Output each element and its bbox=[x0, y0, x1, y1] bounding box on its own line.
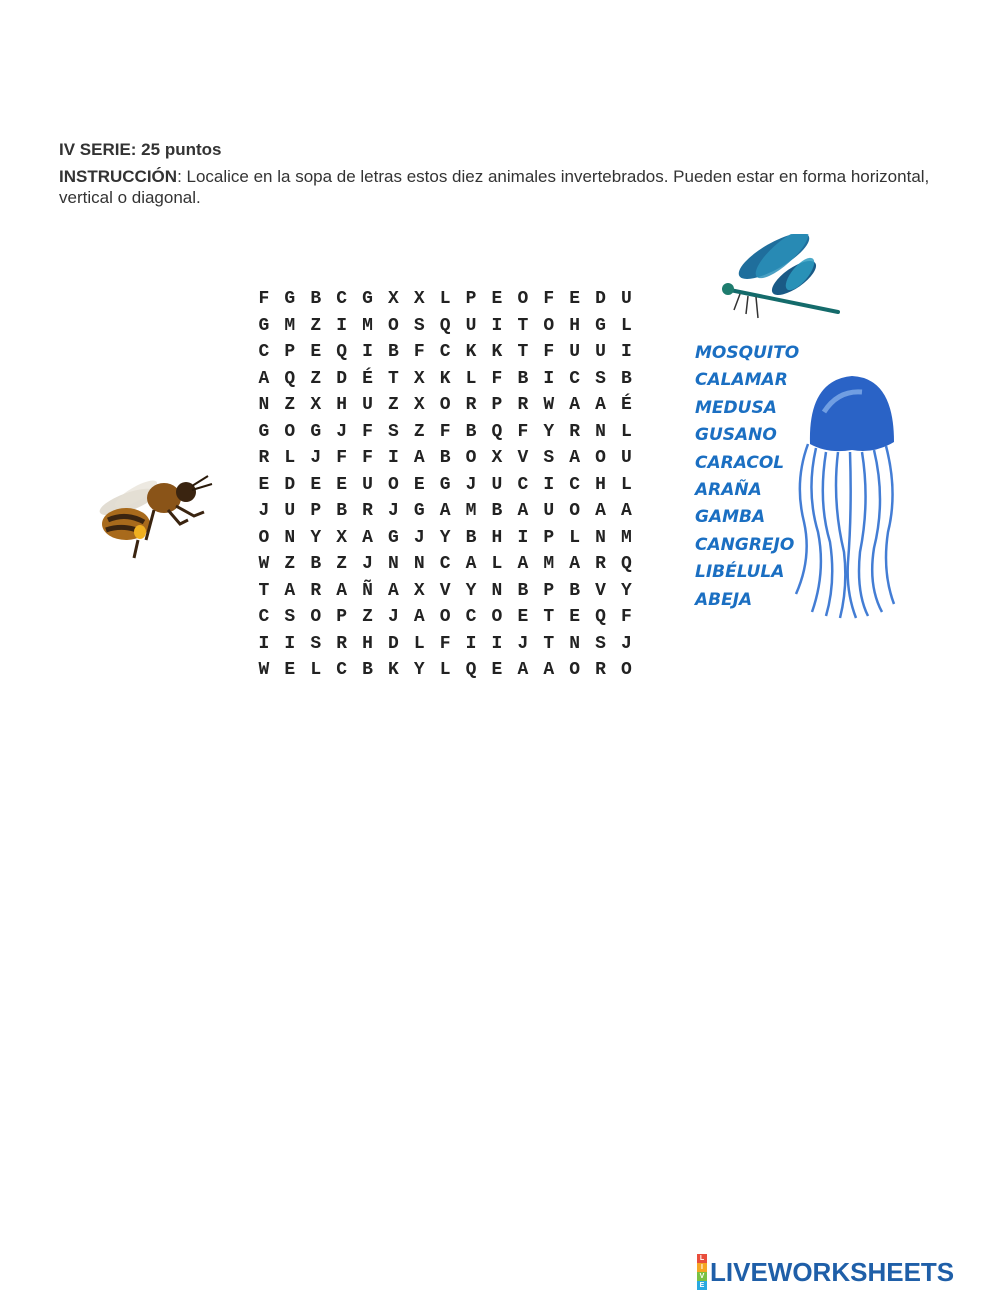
grid-cell[interactable]: B bbox=[465, 527, 477, 548]
grid-cell[interactable]: V bbox=[595, 580, 606, 601]
grid-cell[interactable]: B bbox=[517, 368, 529, 389]
grid-cell[interactable]: X bbox=[413, 368, 425, 389]
grid-cell[interactable]: R bbox=[258, 448, 270, 468]
grid-cell[interactable]: Q bbox=[491, 421, 503, 442]
grid-cell[interactable]: F bbox=[517, 421, 529, 442]
grid-cell[interactable]: É bbox=[621, 395, 632, 415]
grid-cell[interactable]: W bbox=[543, 395, 555, 415]
grid-cell[interactable]: O bbox=[284, 421, 296, 442]
grid-cell[interactable]: C bbox=[517, 474, 529, 495]
grid-cell[interactable]: Z bbox=[362, 607, 373, 627]
grid-cell[interactable]: X bbox=[491, 448, 503, 468]
grid-row bbox=[251, 286, 639, 313]
grid-cell[interactable]: K bbox=[439, 368, 451, 389]
grid-cell[interactable]: M bbox=[621, 527, 632, 548]
grid-cell[interactable]: E bbox=[491, 660, 503, 680]
grid-cell[interactable]: L bbox=[569, 527, 581, 548]
grid-cell[interactable]: J bbox=[258, 501, 270, 521]
grid-cell[interactable]: U bbox=[621, 289, 632, 309]
grid-cell[interactable]: X bbox=[413, 289, 425, 309]
word-list-item: LIBÉLULA bbox=[695, 562, 785, 583]
grid-cell[interactable]: L bbox=[491, 554, 503, 574]
instruction-text: : Localice en la sopa de letras estos diez animales invertebrados. Pueden estar en forma horizontal, vertical o diagonal. bbox=[59, 167, 930, 207]
grid-cell[interactable]: Y bbox=[465, 580, 477, 601]
grid-cell[interactable]: A bbox=[362, 527, 373, 548]
grid-cell[interactable]: A bbox=[465, 554, 477, 574]
grid-cell[interactable]: A bbox=[543, 660, 555, 680]
grid-cell[interactable]: Z bbox=[336, 554, 348, 574]
grid-cell[interactable]: A bbox=[621, 501, 632, 521]
grid-cell[interactable]: F bbox=[621, 607, 632, 627]
grid-cell[interactable]: R bbox=[517, 395, 529, 415]
grid-cell[interactable]: U bbox=[595, 342, 606, 362]
grid-cell[interactable]: I bbox=[491, 633, 503, 654]
grid-cell[interactable]: O bbox=[439, 607, 451, 627]
grid-cell[interactable]: A bbox=[517, 501, 529, 521]
grid-cell[interactable]: G bbox=[310, 421, 322, 442]
grid-cell[interactable]: S bbox=[387, 421, 399, 442]
grid-cell[interactable]: O bbox=[439, 395, 451, 415]
grid-cell[interactable]: Y bbox=[543, 421, 555, 442]
grid-cell[interactable]: M bbox=[362, 315, 373, 336]
grid-cell[interactable]: D bbox=[336, 368, 348, 389]
grid-cell[interactable]: G bbox=[439, 474, 451, 495]
grid-cell[interactable]: U bbox=[569, 342, 581, 362]
grid-cell[interactable]: U bbox=[491, 474, 503, 495]
grid-cell[interactable]: K bbox=[387, 660, 399, 680]
grid-cell[interactable]: Z bbox=[284, 554, 296, 574]
grid-cell[interactable]: B bbox=[491, 501, 503, 521]
grid-cell[interactable]: L bbox=[310, 660, 322, 680]
grid-cell[interactable]: I bbox=[517, 527, 529, 548]
grid-cell[interactable]: J bbox=[387, 501, 399, 521]
grid-row bbox=[251, 498, 639, 525]
grid-cell[interactable]: S bbox=[413, 315, 425, 336]
grid-row bbox=[251, 366, 639, 393]
brand-name: LIVEWORKSHEETS bbox=[710, 1256, 955, 1287]
grid-cell[interactable]: S bbox=[310, 633, 322, 654]
instructions-header bbox=[59, 140, 939, 208]
grid-cell[interactable]: H bbox=[362, 633, 373, 654]
grid-cell[interactable]: N bbox=[284, 527, 296, 548]
grid-cell[interactable]: A bbox=[413, 448, 425, 468]
grid-cell[interactable]: O bbox=[595, 448, 606, 468]
grid-cell[interactable]: B bbox=[362, 660, 373, 680]
word-list-item: CALAMAR bbox=[695, 370, 788, 391]
grid-cell[interactable]: R bbox=[362, 501, 373, 521]
grid-cell[interactable]: X bbox=[310, 395, 322, 415]
word-list-item: ARAÑA bbox=[695, 479, 762, 500]
grid-cell[interactable]: U bbox=[284, 501, 296, 521]
grid-cell[interactable]: Q bbox=[465, 660, 477, 680]
grid-cell[interactable]: R bbox=[336, 633, 348, 654]
grid-cell[interactable]: O bbox=[465, 448, 477, 468]
grid-cell[interactable]: B bbox=[439, 448, 451, 468]
grid-cell[interactable]: L bbox=[621, 315, 632, 336]
grid-cell[interactable]: G bbox=[258, 421, 270, 442]
grid-row bbox=[251, 313, 639, 340]
grid-cell[interactable]: F bbox=[413, 342, 425, 362]
grid-cell[interactable]: J bbox=[362, 554, 373, 574]
word-list-item: CANGREJO bbox=[695, 534, 795, 555]
grid-cell[interactable]: L bbox=[284, 448, 296, 468]
grid-cell[interactable]: P bbox=[543, 580, 555, 601]
grid-cell[interactable]: P bbox=[491, 395, 503, 415]
grid-cell[interactable]: B bbox=[621, 368, 632, 389]
grid-cell[interactable]: Y bbox=[413, 660, 425, 680]
grid-row bbox=[251, 339, 639, 366]
grid-cell[interactable]: A bbox=[595, 501, 606, 521]
grid-cell[interactable]: G bbox=[258, 315, 270, 336]
liveworksheets-logo-icon: L I V E bbox=[697, 1254, 707, 1290]
footer-brand bbox=[697, 1254, 954, 1290]
grid-cell[interactable]: E bbox=[336, 474, 348, 495]
grid-cell[interactable]: V bbox=[439, 580, 451, 601]
grid-cell[interactable]: C bbox=[336, 660, 348, 680]
grid-cell[interactable]: R bbox=[465, 395, 477, 415]
grid-cell[interactable]: F bbox=[362, 421, 373, 442]
grid-cell[interactable]: T bbox=[543, 633, 555, 654]
grid-cell[interactable]: J bbox=[387, 607, 399, 627]
grid-cell[interactable]: D bbox=[595, 289, 606, 309]
grid-cell[interactable]: I bbox=[284, 633, 296, 654]
grid-cell[interactable]: G bbox=[387, 527, 399, 548]
grid-cell[interactable]: G bbox=[362, 289, 373, 309]
grid-cell[interactable]: J bbox=[336, 421, 348, 442]
grid-cell[interactable]: N bbox=[387, 554, 399, 574]
grid-cell[interactable]: C bbox=[439, 342, 451, 362]
grid-cell[interactable]: W bbox=[258, 660, 270, 680]
grid-cell[interactable]: P bbox=[465, 289, 477, 309]
grid-cell[interactable]: A bbox=[595, 395, 606, 415]
grid-cell[interactable]: Q bbox=[284, 368, 296, 389]
instruction-label: INSTRUCCIÓN bbox=[59, 167, 178, 186]
grid-cell[interactable]: O bbox=[517, 289, 529, 309]
grid-cell[interactable]: L bbox=[621, 474, 632, 495]
grid-cell[interactable]: A bbox=[569, 554, 581, 574]
grid-cell[interactable]: X bbox=[413, 580, 425, 601]
grid-cell[interactable]: M bbox=[465, 501, 477, 521]
grid-cell[interactable]: E bbox=[491, 289, 503, 309]
grid-cell[interactable]: U bbox=[465, 315, 477, 336]
grid-cell[interactable]: Z bbox=[310, 315, 322, 336]
grid-cell[interactable]: F bbox=[439, 633, 451, 654]
grid-cell[interactable]: L bbox=[621, 421, 632, 442]
grid-row bbox=[251, 631, 639, 658]
grid-cell[interactable]: L bbox=[413, 633, 425, 654]
section-title: IV SERIE: 25 puntos bbox=[59, 140, 222, 159]
grid-cell[interactable]: C bbox=[258, 607, 270, 627]
grid-cell[interactable]: F bbox=[439, 421, 451, 442]
instruction-paragraph bbox=[59, 166, 939, 208]
grid-cell[interactable]: B bbox=[517, 580, 529, 601]
grid-cell[interactable]: O bbox=[258, 527, 270, 548]
grid-cell[interactable]: A bbox=[387, 580, 399, 601]
grid-cell[interactable]: G bbox=[595, 315, 606, 336]
grid-cell[interactable]: O bbox=[310, 607, 322, 627]
grid-cell[interactable]: B bbox=[387, 342, 399, 362]
dragonfly-illustration bbox=[712, 234, 842, 330]
grid-row bbox=[251, 578, 639, 605]
grid-cell[interactable]: O bbox=[569, 660, 581, 680]
grid-cell[interactable]: V bbox=[517, 448, 529, 468]
grid-cell[interactable]: E bbox=[517, 607, 529, 627]
grid-cell[interactable]: R bbox=[595, 660, 606, 680]
grid-cell[interactable]: D bbox=[284, 474, 296, 495]
grid-cell[interactable]: Ñ bbox=[362, 580, 373, 601]
grid-cell[interactable]: U bbox=[362, 395, 373, 415]
grid-cell[interactable]: G bbox=[284, 289, 296, 309]
grid-cell[interactable]: É bbox=[362, 368, 373, 389]
grid-cell[interactable]: K bbox=[491, 342, 503, 362]
grid-cell[interactable]: Z bbox=[284, 395, 296, 415]
grid-cell[interactable]: S bbox=[284, 607, 296, 627]
grid-cell[interactable]: O bbox=[621, 660, 632, 680]
grid-cell[interactable]: O bbox=[569, 501, 581, 521]
grid-cell[interactable]: P bbox=[284, 342, 296, 362]
grid-row bbox=[251, 419, 639, 446]
grid-cell[interactable]: A bbox=[517, 554, 529, 574]
grid-cell[interactable]: H bbox=[595, 474, 606, 495]
grid-row bbox=[251, 657, 639, 684]
grid-cell[interactable]: S bbox=[595, 633, 606, 654]
grid-cell[interactable]: A bbox=[569, 448, 581, 468]
grid-cell[interactable]: W bbox=[258, 554, 270, 574]
grid-cell[interactable]: F bbox=[543, 289, 555, 309]
grid-cell[interactable]: C bbox=[439, 554, 451, 574]
grid-cell[interactable]: Z bbox=[413, 421, 425, 442]
grid-cell[interactable]: X bbox=[413, 395, 425, 415]
grid-cell[interactable]: Z bbox=[387, 395, 399, 415]
grid-cell[interactable]: I bbox=[543, 368, 555, 389]
grid-cell[interactable]: N bbox=[258, 395, 270, 415]
grid-cell[interactable]: T bbox=[387, 368, 399, 389]
grid-cell[interactable]: J bbox=[465, 474, 477, 495]
grid-cell[interactable]: O bbox=[387, 474, 399, 495]
grid-cell[interactable]: I bbox=[258, 633, 270, 654]
grid-row bbox=[251, 472, 639, 499]
grid-cell[interactable]: I bbox=[621, 342, 632, 362]
grid-cell[interactable]: I bbox=[465, 633, 477, 654]
jellyfish-illustration bbox=[790, 372, 902, 620]
grid-cell[interactable]: R bbox=[595, 554, 606, 574]
grid-cell[interactable]: E bbox=[284, 660, 296, 680]
grid-cell[interactable]: N bbox=[413, 554, 425, 574]
grid-row bbox=[251, 551, 639, 578]
grid-cell[interactable]: A bbox=[517, 660, 529, 680]
grid-cell[interactable]: O bbox=[387, 315, 399, 336]
grid-cell[interactable]: B bbox=[310, 289, 322, 309]
grid-cell[interactable]: F bbox=[258, 289, 270, 309]
grid-cell[interactable]: H bbox=[569, 315, 581, 336]
grid-cell[interactable]: P bbox=[310, 501, 322, 521]
grid-cell[interactable]: S bbox=[543, 448, 555, 468]
grid-cell[interactable]: F bbox=[362, 448, 373, 468]
grid-cell[interactable]: B bbox=[569, 580, 581, 601]
grid-cell[interactable]: C bbox=[569, 368, 581, 389]
grid-cell[interactable]: C bbox=[569, 474, 581, 495]
grid-cell[interactable]: G bbox=[413, 501, 425, 521]
grid-cell[interactable]: J bbox=[413, 527, 425, 548]
grid-cell[interactable]: H bbox=[336, 395, 348, 415]
grid-cell[interactable]: Y bbox=[439, 527, 451, 548]
grid-cell[interactable]: H bbox=[491, 527, 503, 548]
grid-cell[interactable]: E bbox=[310, 474, 322, 495]
grid-cell[interactable]: R bbox=[310, 580, 322, 601]
grid-cell[interactable]: C bbox=[336, 289, 348, 309]
grid-cell[interactable]: I bbox=[362, 342, 373, 362]
grid-cell[interactable]: T bbox=[543, 607, 555, 627]
grid-cell[interactable]: L bbox=[465, 368, 477, 389]
grid-cell[interactable]: D bbox=[387, 633, 399, 654]
grid-cell[interactable]: T bbox=[258, 580, 270, 601]
grid-cell[interactable]: Q bbox=[439, 315, 451, 336]
grid-cell[interactable]: I bbox=[387, 448, 399, 468]
grid-cell[interactable]: F bbox=[491, 368, 503, 389]
grid-cell[interactable]: C bbox=[465, 607, 477, 627]
grid-cell[interactable]: T bbox=[517, 315, 529, 336]
bee-illustration bbox=[88, 462, 216, 574]
grid-cell[interactable]: I bbox=[491, 315, 503, 336]
grid-cell[interactable]: E bbox=[569, 289, 581, 309]
grid-cell[interactable]: Q bbox=[336, 342, 348, 362]
grid-cell[interactable]: C bbox=[258, 342, 270, 362]
word-list-item: MEDUSA bbox=[695, 397, 777, 418]
grid-cell[interactable]: I bbox=[336, 315, 348, 336]
grid-cell[interactable]: T bbox=[517, 342, 529, 362]
word-list bbox=[695, 340, 799, 614]
grid-row bbox=[251, 525, 639, 552]
grid-cell[interactable]: N bbox=[595, 527, 606, 548]
grid-cell[interactable]: Y bbox=[310, 527, 322, 548]
grid-cell[interactable]: E bbox=[569, 607, 581, 627]
grid-cell[interactable]: Q bbox=[595, 607, 606, 627]
grid-cell[interactable]: R bbox=[569, 421, 581, 442]
grid-row bbox=[251, 392, 639, 419]
grid-cell[interactable]: L bbox=[439, 660, 451, 680]
grid-cell[interactable]: X bbox=[336, 527, 348, 548]
grid-cell[interactable]: A bbox=[258, 368, 270, 389]
grid-cell[interactable]: A bbox=[336, 580, 348, 601]
grid-cell[interactable]: F bbox=[543, 342, 555, 362]
grid-cell[interactable]: Q bbox=[621, 554, 632, 574]
grid-cell[interactable]: N bbox=[569, 633, 581, 654]
grid-cell[interactable]: J bbox=[621, 633, 632, 654]
grid-cell[interactable]: M bbox=[284, 315, 296, 336]
word-list-item: CARACOL bbox=[695, 452, 785, 473]
grid-cell[interactable]: A bbox=[439, 501, 451, 521]
grid-cell[interactable]: P bbox=[336, 607, 348, 627]
grid-cell[interactable]: M bbox=[543, 554, 555, 574]
grid-cell[interactable]: U bbox=[543, 501, 555, 521]
grid-cell[interactable]: N bbox=[595, 421, 606, 442]
grid-cell[interactable]: S bbox=[595, 368, 606, 389]
grid-cell[interactable]: P bbox=[543, 527, 555, 548]
grid-cell[interactable]: I bbox=[543, 474, 555, 495]
grid-cell[interactable]: B bbox=[310, 554, 322, 574]
grid-cell[interactable]: Y bbox=[621, 580, 632, 601]
grid-cell[interactable]: J bbox=[310, 448, 322, 468]
grid-cell[interactable]: U bbox=[621, 448, 632, 468]
word-search-grid[interactable] bbox=[251, 286, 639, 684]
grid-cell[interactable]: K bbox=[465, 342, 477, 362]
grid-cell[interactable]: B bbox=[336, 501, 348, 521]
grid-row bbox=[251, 604, 639, 631]
word-list-item: ABEJA bbox=[695, 589, 753, 610]
grid-cell[interactable]: E bbox=[413, 474, 425, 495]
word-list-item: GAMBA bbox=[695, 507, 766, 528]
grid-row bbox=[251, 445, 639, 472]
grid-cell[interactable]: L bbox=[439, 289, 451, 309]
word-list-item: MOSQUITO bbox=[695, 343, 800, 363]
grid-cell[interactable]: B bbox=[465, 421, 477, 442]
grid-cell[interactable]: E bbox=[310, 342, 322, 362]
grid-cell[interactable]: O bbox=[491, 607, 503, 627]
grid-cell[interactable]: O bbox=[543, 315, 555, 336]
grid-cell[interactable]: A bbox=[413, 607, 425, 627]
grid-cell[interactable]: X bbox=[387, 289, 399, 309]
grid-cell[interactable]: F bbox=[336, 448, 348, 468]
grid-cell[interactable]: J bbox=[517, 633, 529, 654]
word-list-item: GUSANO bbox=[695, 425, 777, 446]
grid-cell[interactable]: A bbox=[569, 395, 581, 415]
grid-cell[interactable]: A bbox=[284, 580, 296, 601]
grid-cell[interactable]: Z bbox=[310, 368, 322, 389]
grid-cell[interactable]: U bbox=[362, 474, 373, 495]
grid-cell[interactable]: E bbox=[258, 474, 270, 495]
grid-cell[interactable]: N bbox=[491, 580, 503, 601]
